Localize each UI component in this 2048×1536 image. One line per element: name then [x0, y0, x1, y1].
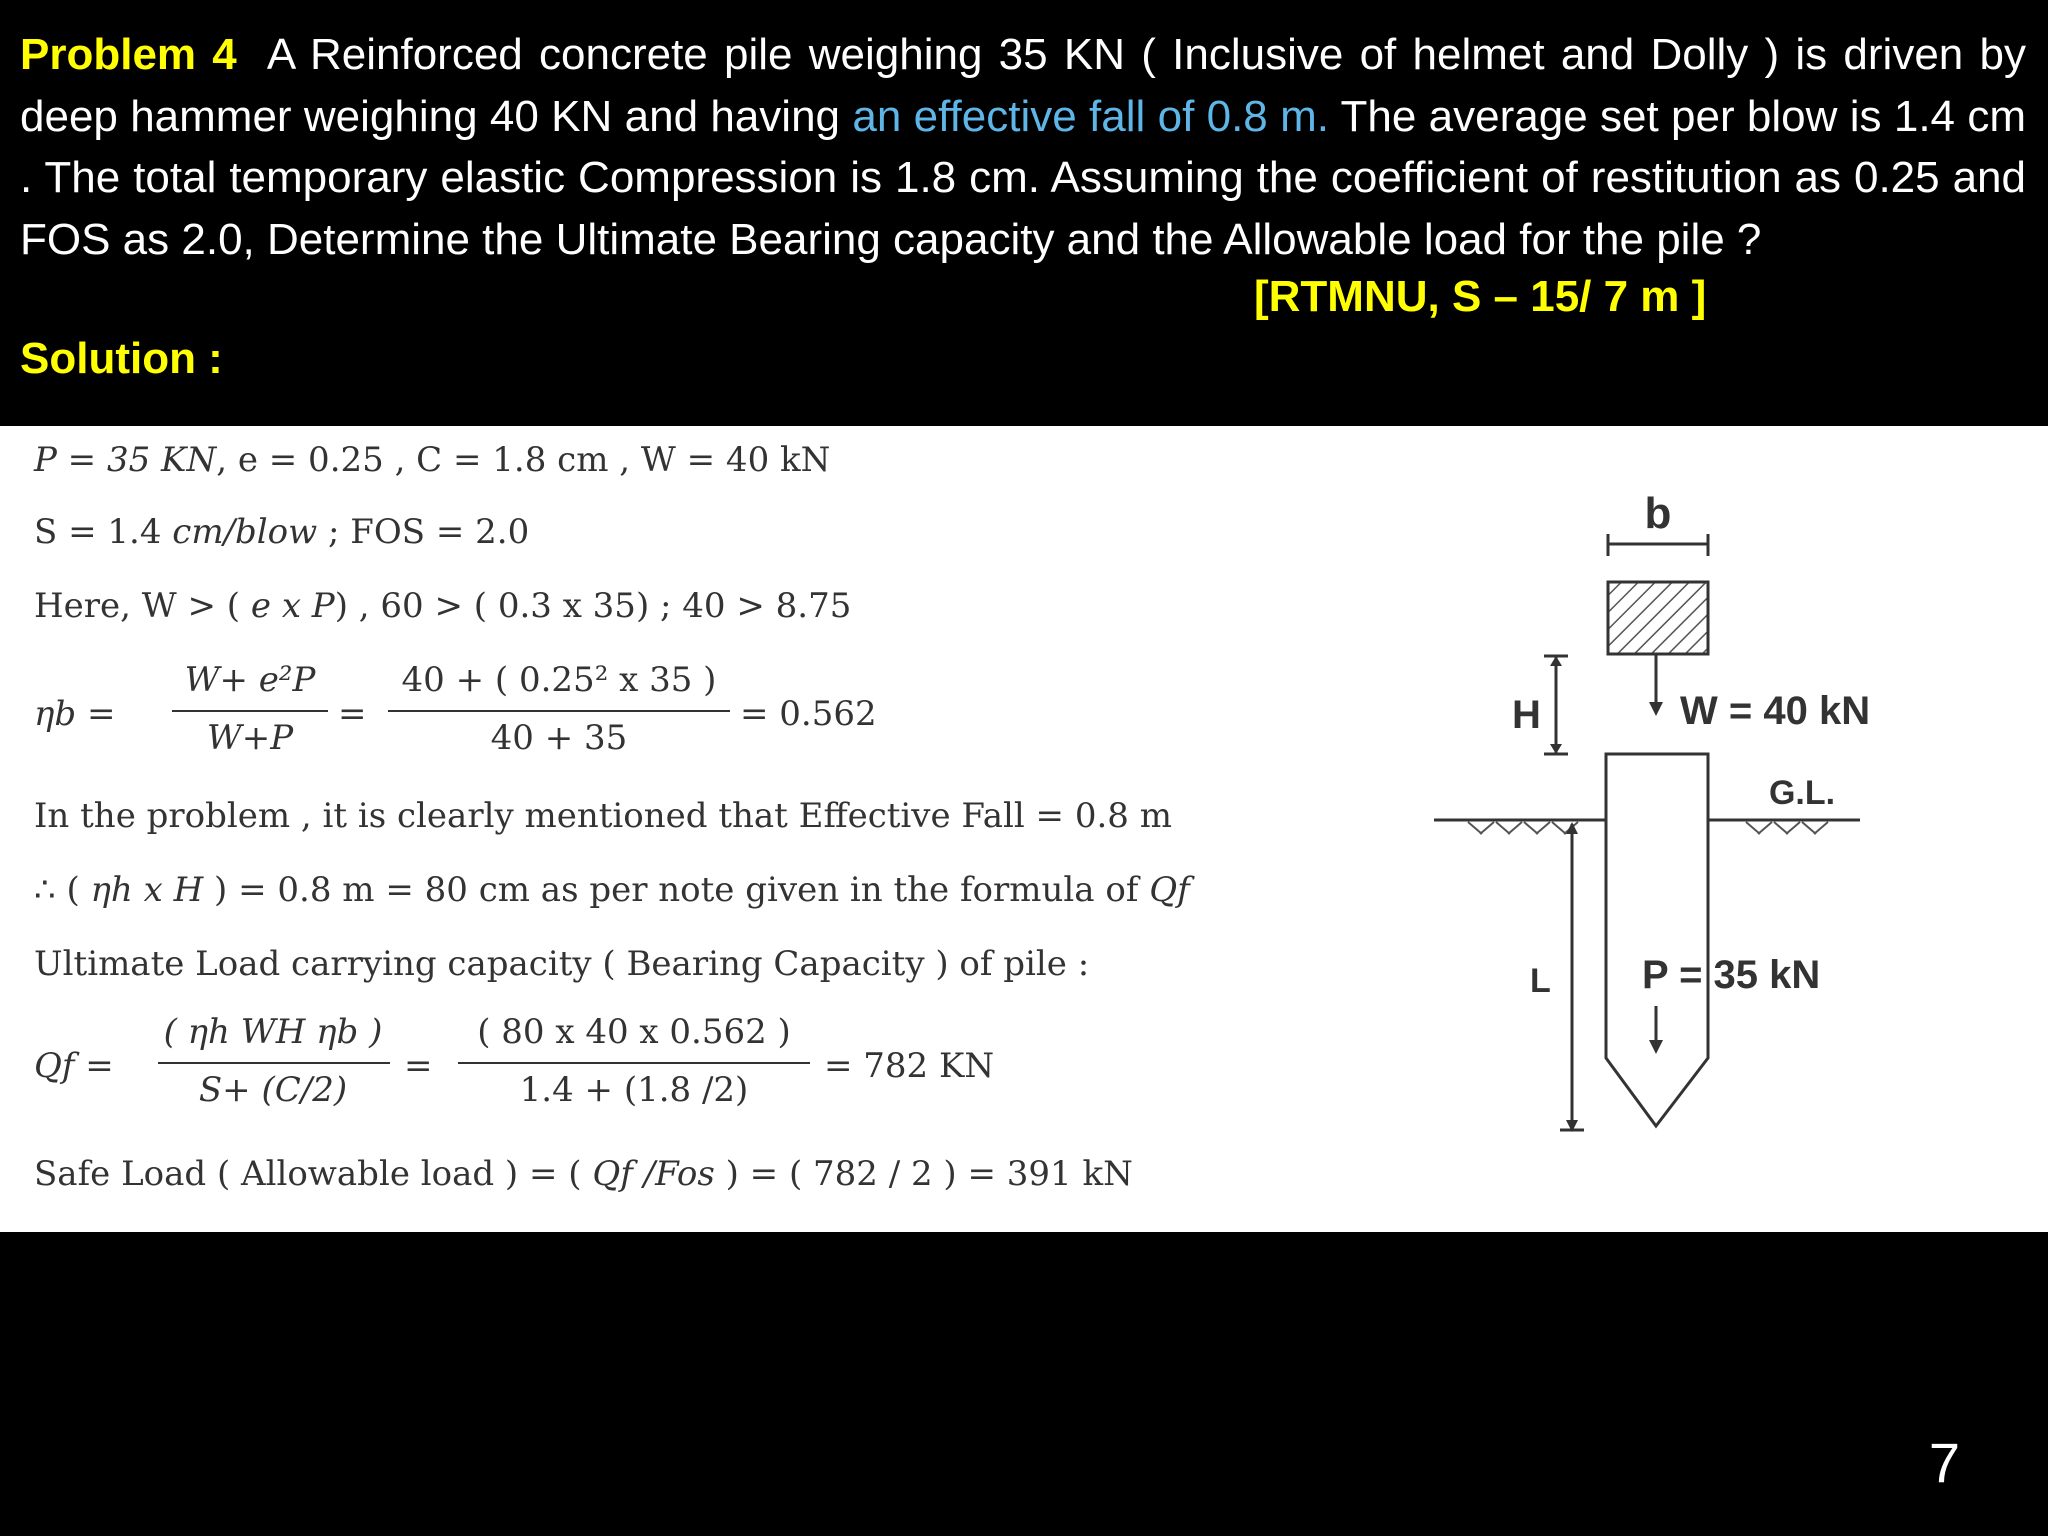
b-label: b	[1644, 489, 1672, 538]
fraction-bar	[458, 1062, 810, 1064]
given-line-1-rest: , e = 0.25 , C = 1.8 cm , W = 40 kN	[216, 440, 831, 480]
fraction-bar	[388, 710, 730, 712]
ground-hatch	[1746, 822, 1828, 834]
fraction-bar	[172, 710, 328, 712]
qf-lhs: Qf =	[34, 1046, 114, 1086]
eta-b-eq: =	[338, 694, 367, 734]
fall-a: ∴ (	[34, 870, 91, 910]
check-b: e x P	[250, 586, 335, 626]
safe-b: Qf /Fos	[592, 1154, 715, 1194]
given-p-value: 35 KN	[106, 440, 217, 480]
safe-c: ) = ( 782 / 2 ) = 391 kN	[714, 1154, 1133, 1194]
effective-fall-line: In the problem , it is clearly mentioned that Effective Fall = 0.8 m	[34, 796, 1172, 836]
fall-conversion-line	[34, 870, 1190, 910]
w-label: W = 40 kN	[1680, 689, 1871, 733]
eta-b-num-1: W+ e²P	[184, 660, 316, 700]
problem-reference: [RTMNU, S – 15/ 7 m ]	[1254, 272, 1707, 321]
qf-num-1: ( ηh WH ηb )	[163, 1012, 383, 1052]
check-a: Here, W > (	[34, 586, 251, 626]
ground-hatch	[1468, 822, 1578, 834]
qf-result: = 782 KN	[824, 1046, 995, 1086]
qf-num-2: ( 80 x 40 x 0.562 )	[477, 1012, 791, 1052]
fall-b: ηh x H	[90, 870, 204, 910]
given-s: S = 1.4	[34, 512, 173, 552]
given-p-label: P =	[34, 440, 107, 480]
safe-a: Safe Load ( Allowable load ) = (	[34, 1154, 593, 1194]
safe-load-line	[34, 1154, 1133, 1194]
problem-text-b: The average set per blow is 1.4 cm . The total temporary elastic Compression is 1.8 cm. Assuming the coefficient of restitution as 0.25 and FOS as 2.0, Determine the Ultimate Bearing capacity and the Allowable load for the pile ?	[20, 91, 2026, 264]
given-s-unit: cm/blow	[172, 512, 318, 552]
hammer-block	[1608, 582, 1708, 654]
pile-shaft	[1606, 754, 1708, 1126]
eta-b-den-1: W+P	[206, 718, 294, 758]
check-c: ) , 60 > ( 0.3 x 35) ; 40 > 8.75	[334, 586, 852, 626]
solution-panel	[0, 426, 2048, 1232]
pile-diagram	[1420, 426, 2040, 1232]
problem-text-a: A Reinforced concrete pile weighing 35 KN ( Inclusive of helmet and Dolly ) is driven by deep hammer weighing 40 KN and having	[20, 30, 2026, 141]
gl-label: G.L.	[1768, 774, 1836, 812]
problem-label: Problem 4	[20, 30, 237, 79]
given-line-1	[34, 440, 830, 480]
fraction-bar	[158, 1062, 390, 1064]
ultimate-load-heading: Ultimate Load carrying capacity ( Bearing Capacity ) of pile :	[34, 944, 1090, 984]
problem-statement	[20, 24, 2026, 270]
eta-b-den-2: 40 + 35	[490, 718, 628, 758]
qf-den-2: 1.4 + (1.8 /2)	[519, 1070, 749, 1110]
h-label: H	[1512, 693, 1541, 737]
fall-c: ) = 0.8 m = 80 cm as per note given in the formula of	[203, 870, 1150, 910]
p-label: P = 35 kN	[1642, 953, 1821, 997]
eta-b-lhs: ηb =	[34, 694, 116, 734]
qf-eq: =	[404, 1046, 433, 1086]
given-line-2-rest: ; FOS = 2.0	[317, 512, 530, 552]
problem-highlight: an effective fall of 0.8 m.	[852, 91, 1329, 141]
given-line-2	[34, 512, 529, 552]
check-line	[34, 586, 851, 626]
qf-den-1: S+ (C/2)	[198, 1070, 348, 1110]
eta-b-result: = 0.562	[740, 694, 877, 734]
fall-d: Qf	[1149, 870, 1190, 910]
solution-label: Solution :	[20, 334, 223, 383]
page-number: 7	[1928, 1431, 1960, 1494]
eta-b-num-2: 40 + ( 0.25² x 35 )	[401, 660, 717, 700]
l-label: L	[1530, 962, 1551, 1000]
w-arrowhead	[1649, 702, 1663, 716]
